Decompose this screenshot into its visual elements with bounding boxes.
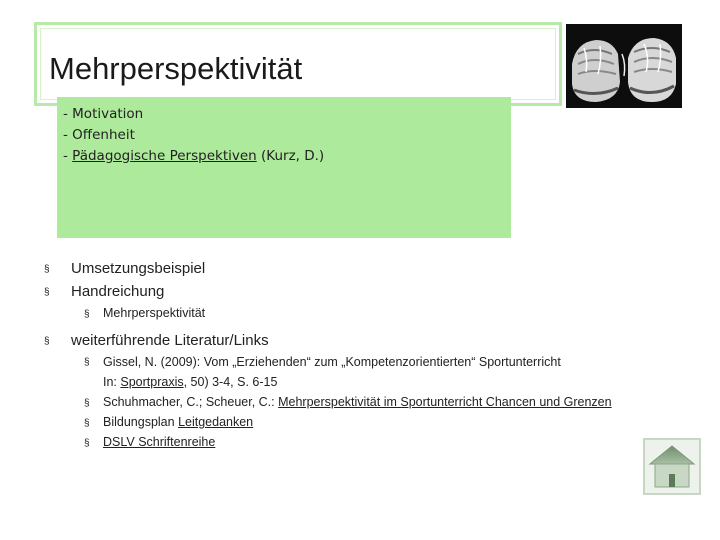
gissel-source-suffix: , 50) 3-4, S. 6-15 xyxy=(183,375,278,389)
schuhmacher-prefix: Schuhmacher, C.; Scheuer, C.: xyxy=(103,395,279,409)
bullet-icon: § xyxy=(44,264,50,275)
literatur-item-schuhmacher xyxy=(103,395,612,409)
literatur-item-gissel: Gissel, N. (2009): Vom „Erziehenden“ zum „Kompetenzorientierten“ Sportunterricht xyxy=(103,355,561,369)
sportpraxis-link[interactable]: Sportpraxis xyxy=(120,375,184,389)
mehrperspektivitaet-sportunterricht-link[interactable]: Mehrperspektivität im Sportunterricht Chancen und Grenzen xyxy=(278,395,612,409)
home-icon xyxy=(645,440,699,493)
sub-bullet-icon: § xyxy=(84,438,90,449)
bildungsplan-prefix: Bildungsplan xyxy=(103,415,179,429)
summary-line-offenheit: - Offenheit xyxy=(63,127,135,143)
summary-box xyxy=(57,97,511,238)
summary-line-perspektiven xyxy=(63,148,324,164)
bullet-icon: § xyxy=(44,336,50,347)
sub-bullet-icon: § xyxy=(84,398,90,409)
page-title: Mehrperspektivität xyxy=(49,51,303,86)
summary-line-motivation: - Motivation xyxy=(63,106,144,122)
literatur-item-gissel-source xyxy=(103,375,277,389)
home-button[interactable] xyxy=(643,438,701,495)
title-frame xyxy=(34,22,562,106)
summary-line-suffix: (Kurz, D.) xyxy=(256,148,325,164)
sub-bullet-icon: § xyxy=(84,418,90,429)
sub-bullet-icon: § xyxy=(84,357,90,368)
dslv-schriftenreihe-link[interactable]: DSLV Schriftenreihe xyxy=(103,435,216,449)
umsetzungsbeispiel-text: Umsetzungsbeispiel xyxy=(71,260,206,277)
running-shoes-image xyxy=(566,24,682,108)
handreichung-text: Handreichung xyxy=(71,283,165,300)
literatur-heading: weiterführende Literatur/Links xyxy=(71,332,269,349)
summary-line-prefix: - xyxy=(63,148,73,164)
gissel-source-prefix: In: xyxy=(103,375,121,389)
paedagogische-perspektiven-link[interactable]: Pädagogische Perspektiven xyxy=(72,148,257,164)
sub-bullet-icon: § xyxy=(84,309,90,320)
literatur-item-bildungsplan xyxy=(103,415,253,429)
leitgedanken-link[interactable]: Leitgedanken xyxy=(178,415,254,429)
bullet-icon: § xyxy=(44,287,50,298)
handreichung-sub-text: Mehrperspektivität xyxy=(103,306,206,320)
